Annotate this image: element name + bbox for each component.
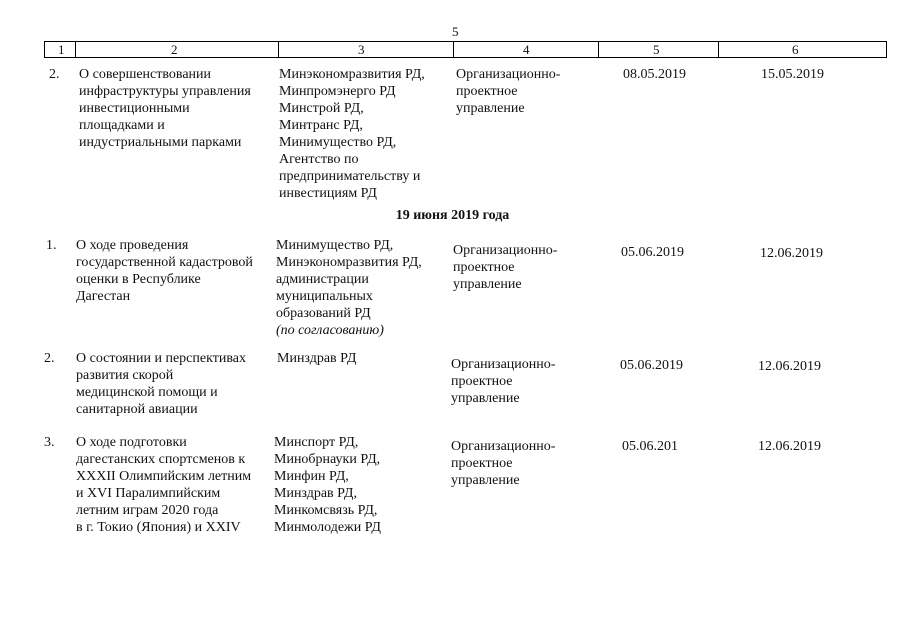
row-date-submit: 05.06.2019 [621,245,684,260]
text-line: оценки в Республике [76,272,201,287]
text-line: Минздрав РД, [274,486,357,501]
note-line: (по согласованию) [276,323,384,338]
text-line: дагестанских спортсменов к [76,452,246,467]
row-date-review: 15.05.2019 [761,67,824,82]
text-line: Минмолодежи РД [274,520,381,535]
row-responsible [274,434,381,536]
text-line: Минобрнауки РД, [274,452,381,467]
header-col-1: 1 [58,42,65,57]
text-line: управление [456,101,525,116]
row-responsible [279,66,425,202]
text-line: Организационно- [451,357,556,372]
row-date-review: 12.06.2019 [760,246,823,261]
text-line: инфраструктуры управления [79,84,251,99]
row-unit [453,242,557,293]
header-col-5: 5 [653,42,660,57]
text-line: проектное [451,374,513,389]
row-unit [451,438,555,489]
row-date-submit: 08.05.2019 [623,67,686,82]
text-line: проектное [453,260,515,275]
text-line: Минэкономразвития РД, [279,67,425,82]
text-line: предпринимательству и [279,169,421,184]
row-responsible [276,237,422,339]
text-line: управление [451,391,520,406]
text-line: Минпромэнерго РД [279,84,396,99]
text-line: индустриальными парками [79,135,242,150]
text-line: развития скорой [76,368,174,383]
row-topic [76,434,251,536]
row-unit [456,66,560,117]
row-topic [76,350,246,418]
header-col-6: 6 [792,42,799,57]
header-col-2: 2 [171,42,178,57]
text-line: государственной кадастровой [76,255,253,270]
text-line: Минстрой РД, [279,101,364,116]
text-line: Организационно- [451,439,556,454]
column-divider [718,42,719,57]
text-line: О состоянии и перспективах [76,351,246,366]
section-heading: 19 июня 2019 года [395,208,510,223]
text-line: муниципальных [276,289,373,304]
text-line: Минимущество РД, [279,135,397,150]
text-line: проектное [456,84,518,99]
page-number: 5 [452,24,459,39]
row-date-submit: 05.06.201 [622,439,678,454]
text-line: Минтранс РД, [279,118,363,133]
text-line: О совершенствовании [79,67,212,82]
row-number: 2. [44,351,55,366]
row-unit [451,356,555,407]
text-line: управление [453,277,522,292]
text-line: Агентство по [279,152,359,167]
row-date-review: 12.06.2019 [758,439,821,454]
text-line: санитарной авиации [76,402,198,417]
row-topic [76,237,253,305]
row-topic [79,66,251,151]
header-col-3: 3 [358,42,365,57]
text-line: администрации [276,272,369,287]
text-line: и XVI Паралимпийским [76,486,221,501]
text-line: медицинской помощи и [76,385,218,400]
text-line: площадками и [79,118,165,133]
table-header [44,41,887,58]
row-date-submit: 05.06.2019 [620,358,683,373]
text-line: проектное [451,456,513,471]
row-number: 1. [46,238,57,253]
text-line: управление [451,473,520,488]
text-line: летним играм 2020 года [76,503,219,518]
row-responsible [277,350,356,367]
text-line: образований РД [276,306,371,321]
text-line: О ходе проведения [76,238,189,253]
text-line: О ходе подготовки [76,435,187,450]
text-line: инвестициям РД [279,186,377,201]
column-divider [598,42,599,57]
text-line: в г. Токио (Япония) и XXIV [76,520,241,535]
column-divider [75,42,76,57]
header-col-4: 4 [523,42,530,57]
text-line: Минимущество РД, [276,238,394,253]
row-date-review: 12.06.2019 [758,359,821,374]
row-number: 2. [49,67,60,82]
text-line: Дагестан [76,289,131,304]
text-line: Организационно- [456,67,561,82]
column-divider [278,42,279,57]
text-line: Минэкономразвития РД, [276,255,422,270]
text-line: Организационно- [453,243,558,258]
text-line: Минздрав РД [277,351,357,366]
text-line: Минкомсвязь РД, [274,503,378,518]
text-line: Минспорт РД, [274,435,359,450]
text-line: XXXII Олимпийским летним [76,469,252,484]
text-line: Минфин РД, [274,469,349,484]
text-line: инвестиционными [79,101,190,116]
row-number: 3. [44,435,55,450]
column-divider [453,42,454,57]
